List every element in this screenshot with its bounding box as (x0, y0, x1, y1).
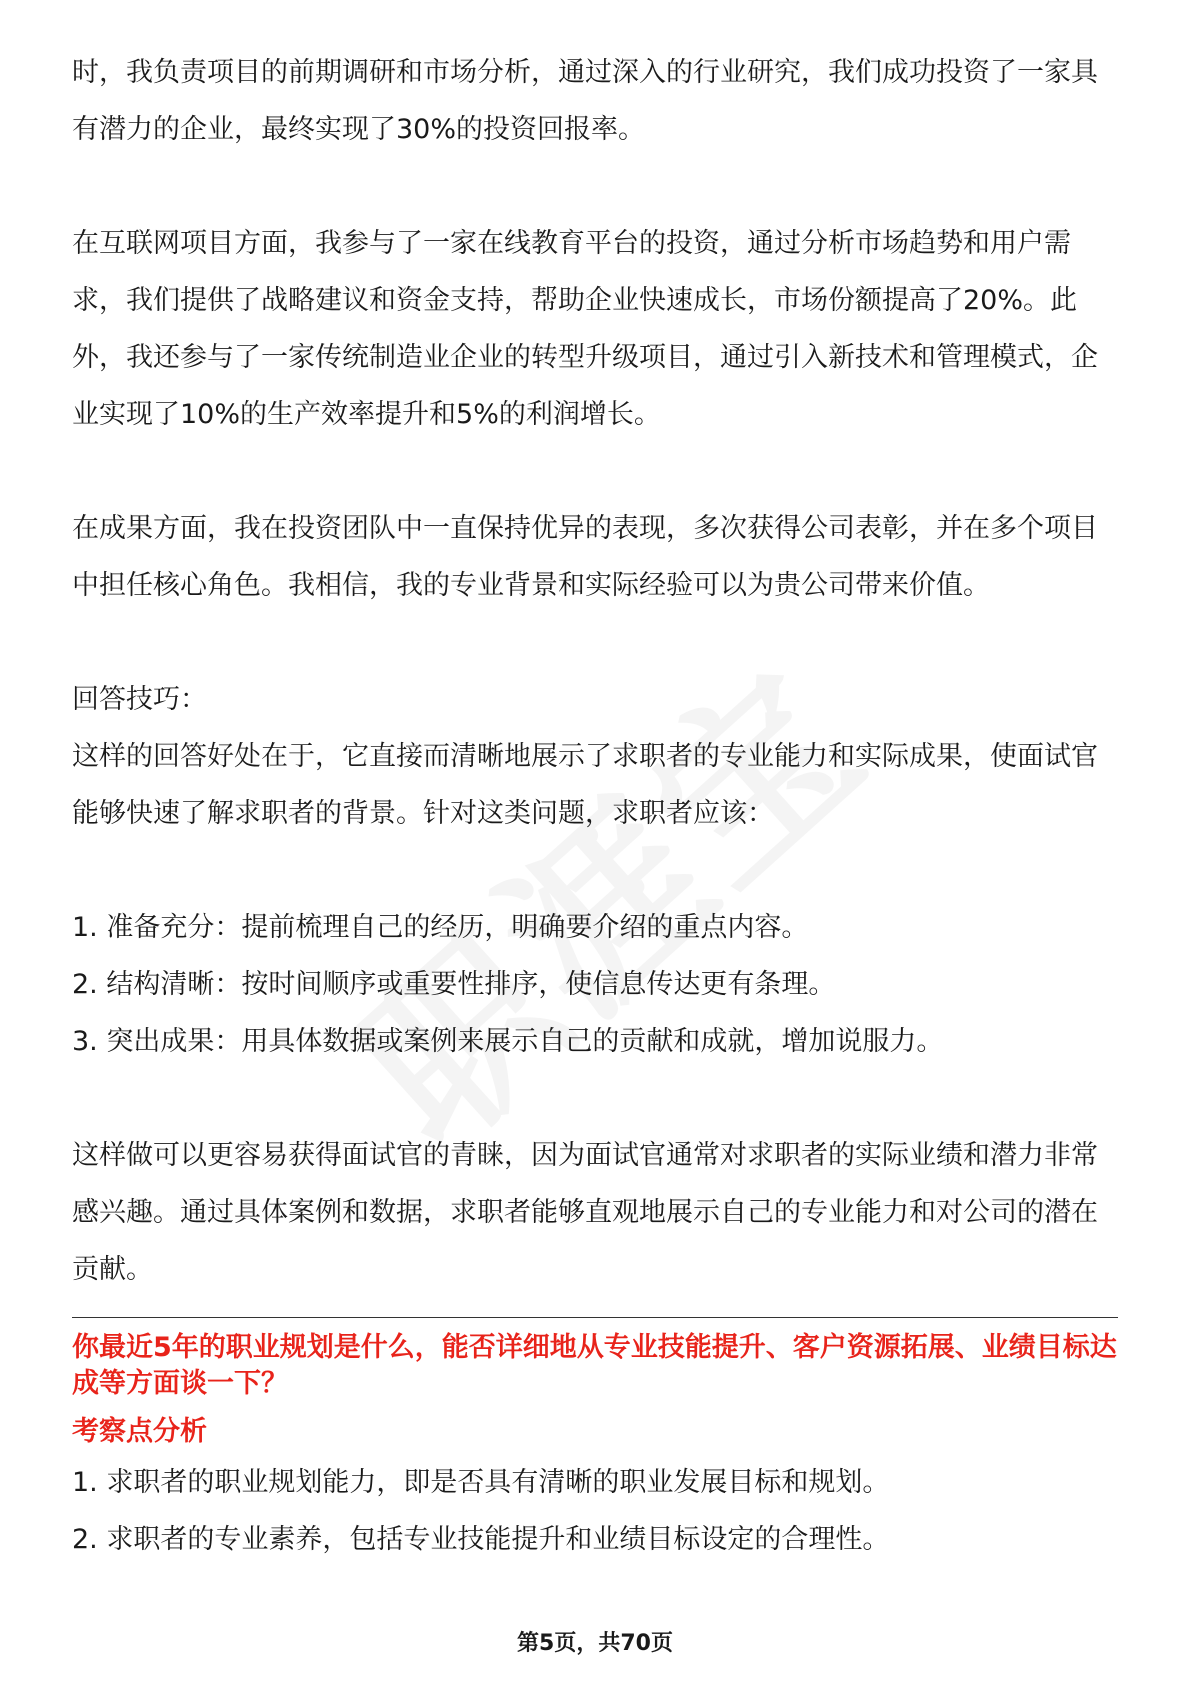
analysis-title: 考察点分析 (72, 1416, 207, 1447)
paragraph-gap (72, 443, 1118, 500)
question-heading: 你最近5年的职业规划是什么，能否详细地从专业技能提升、客户资源拓展、业绩目标达成等方面谈一下？ (72, 1332, 1117, 1399)
paragraph-investment-result: 时，我负责项目的前期调研和市场分析，通过深入的行业研究，我们成功投资了一家具有潜力的企业，最终实现了30%的投资回报率。 (72, 57, 1098, 145)
list-item: 2. 结构清晰：按时间顺序或重要性排序，使信息传达更有条理。 (72, 969, 836, 1000)
paragraph-conclusion: 这样做可以更容易获得面试官的青睐，因为面试官通常对求职者的实际业绩和潜力非常感兴趣。通过具体案例和数据，求职者能够直观地展示自己的专业能力和对公司的潜在贡献。 (72, 1140, 1098, 1285)
paragraph-gap (72, 842, 1118, 899)
paragraph-gap (72, 158, 1118, 215)
section-divider (72, 1317, 1118, 1318)
list-item: 1. 准备充分：提前梳理自己的经历，明确要介绍的重点内容。 (72, 912, 809, 943)
list-item: 3. 突出成果：用具体数据或案例来展示自己的贡献和成就，增加说服力。 (72, 1026, 944, 1057)
page-number: 第5页，共70页 (517, 1631, 673, 1656)
paragraph-gap (72, 614, 1118, 671)
list-item: 1. 求职者的职业规划能力，即是否具有清晰的职业发展目标和规划。 (72, 1467, 890, 1498)
analysis-points (72, 1454, 1118, 1568)
paragraph-internet-project: 在互联网项目方面，我参与了一家在线教育平台的投资，通过分析市场趋势和用户需求，我们提供了战略建议和资金支持，帮助企业快速成长，市场份额提高了20%。此外，我还参与了一家传统制造业企业的转型升级项目，通过引入新技术和管理模式，企业实现了10%的生产效率提升和5%的利润增长。 (72, 228, 1098, 430)
tips-heading: 回答技巧： (72, 684, 207, 715)
paragraph-gap (72, 1070, 1118, 1127)
page-content (72, 44, 1118, 1568)
tips-intro: 这样的回答好处在于，它直接而清晰地展示了求职者的专业能力和实际成果，使面试官能够快速了解求职者的背景。针对这类问题，求职者应该： (72, 741, 1098, 829)
tips-list (72, 899, 1118, 1070)
paragraph-achievements: 在成果方面，我在投资团队中一直保持优异的表现，多次获得公司表彰，并在多个项目中担任核心角色。我相信，我的专业背景和实际经验可以为贵公司带来价值。 (72, 513, 1098, 601)
list-item: 2. 求职者的专业素养，包括专业技能提升和业绩目标设定的合理性。 (72, 1524, 890, 1555)
